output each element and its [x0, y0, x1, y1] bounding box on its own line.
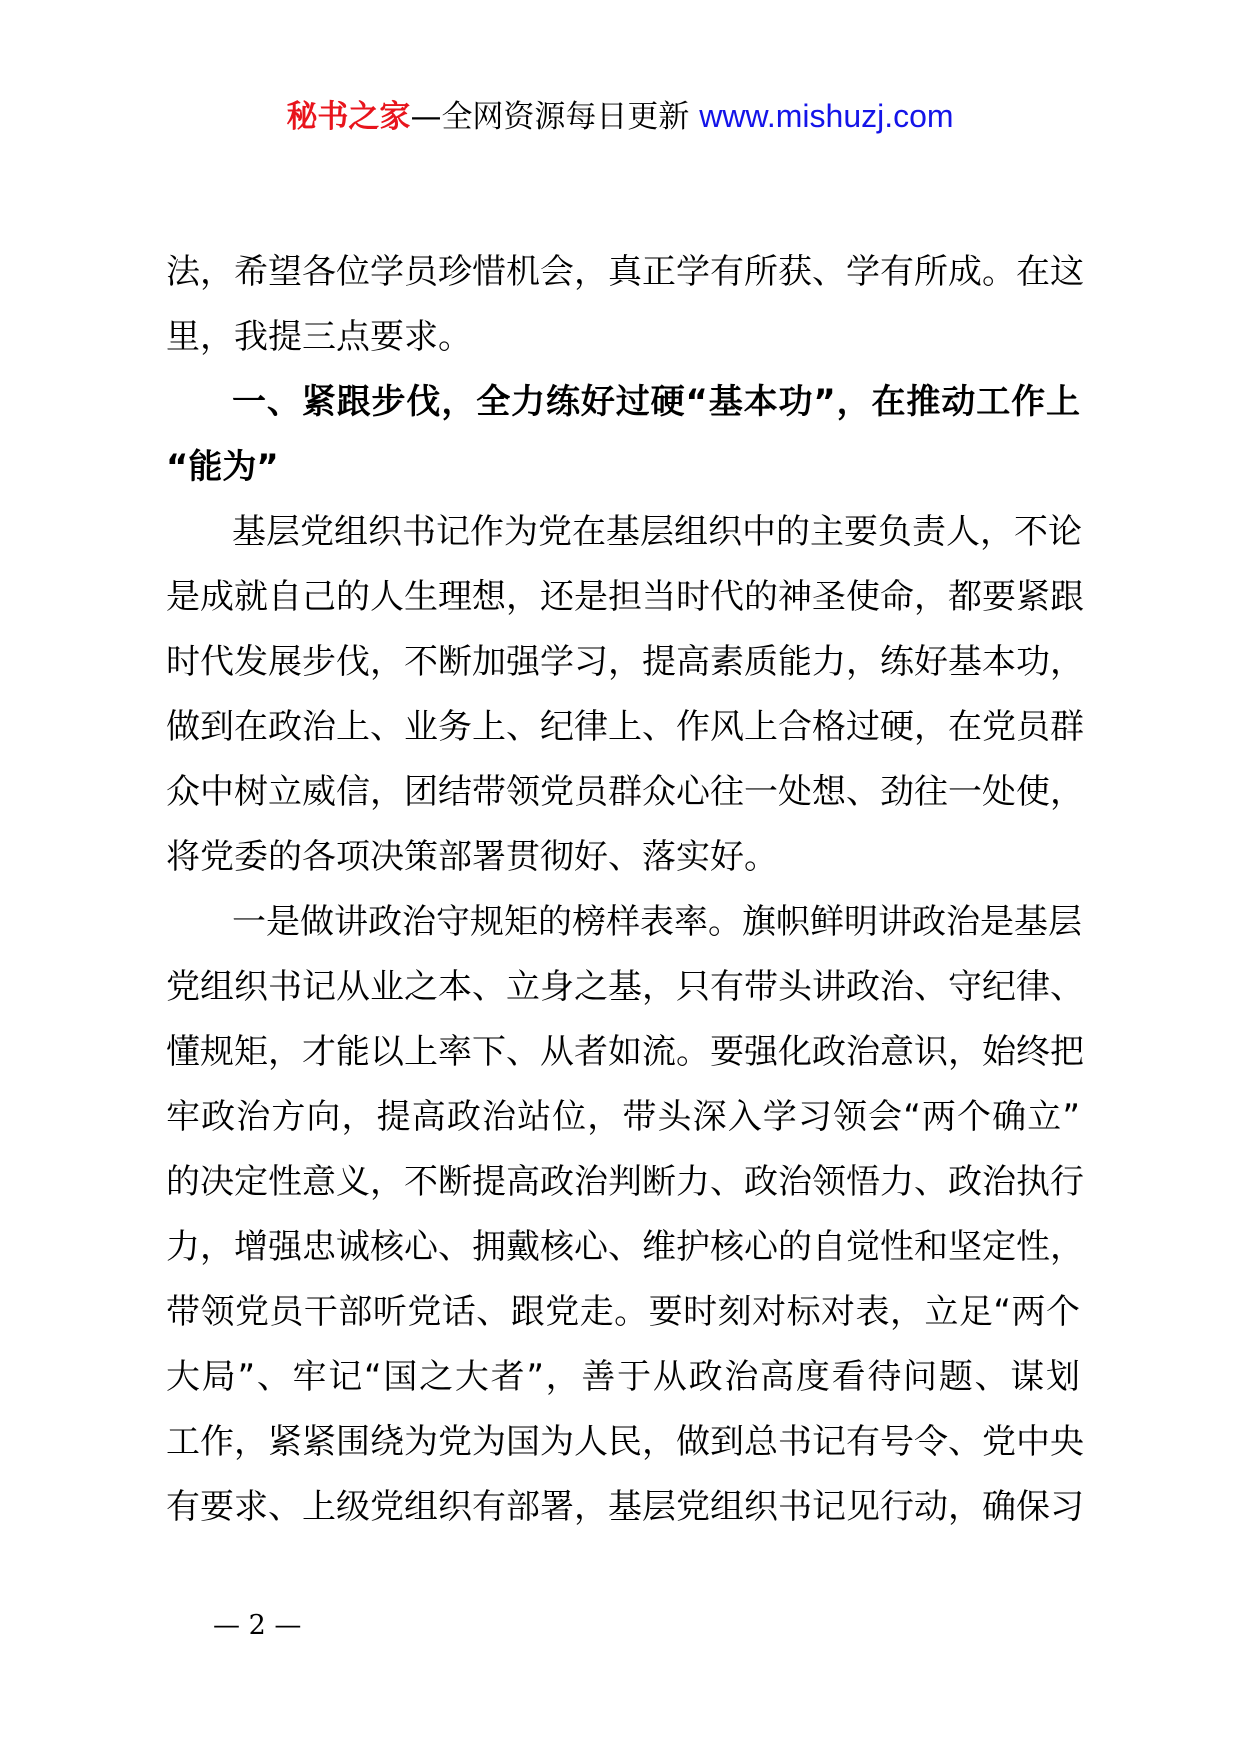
text-line: 工作，紧紧围绕为党为国为人民，做到总书记有号令、党中央	[166, 1422, 1084, 1462]
section-heading-line: “能为”	[166, 447, 279, 487]
text-line: 做到在政治上、业务上、纪律上、作风上合格过硬，在党员群	[166, 707, 1084, 747]
text-line: 一是做讲政治守规矩的榜样表率。旗帜鲜明讲政治是基层	[232, 902, 1082, 942]
text-line: 有要求、上级党组织有部署，基层党组织书记见行动，确保习	[166, 1487, 1084, 1527]
site-url-link[interactable]: www.mishuzj.com	[699, 98, 954, 134]
text-line: 基层党组织书记作为党在基层组织中的主要负责人，不论	[232, 512, 1082, 552]
text-line: 时代发展步伐，不断加强学习，提高素质能力，练好基本功，	[166, 642, 1084, 682]
text-line: 懂规矩，才能以上率下、从者如流。要强化政治意识，始终把	[166, 1032, 1084, 1072]
text-line: 力，增强忠诚核心、拥戴核心、维护核心的自觉性和坚定性，	[166, 1227, 1084, 1267]
text-line: 法，希望各位学员珍惜机会，真正学有所获、学有所成。在这	[166, 252, 1084, 292]
text-line: 众中树立威信，团结带领党员群众心往一处想、劲往一处使，	[166, 772, 1084, 812]
text-line: 里，我提三点要求。	[166, 317, 472, 357]
text-line: 的决定性意义，不断提高政治判断力、政治领悟力、政治执行	[166, 1162, 1084, 1202]
page-number: — 2 —	[213, 1610, 302, 1641]
text-line: 牢政治方向，提高政治站位，带头深入学习领会“两个确立”	[166, 1097, 1080, 1137]
site-brand: 秘书之家	[286, 99, 411, 135]
text-line: 将党委的各项决策部署贯彻好、落实好。	[166, 837, 778, 877]
text-line: 带领党员干部听党话、跟党走。要时刻对标对表，立足“两个	[166, 1292, 1080, 1332]
text-line: 大局”、牢记“国之大者”，善于从政治高度看待问题、谋划	[166, 1357, 1080, 1397]
site-tagline: —全网资源每日更新	[410, 99, 700, 135]
text-line: 是成就自己的人生理想，还是担当时代的神圣使命，都要紧跟	[166, 577, 1084, 617]
document-body	[166, 240, 1084, 1540]
text-line: 党组织书记从业之本、立身之基，只有带头讲政治、守纪律、	[166, 967, 1084, 1007]
section-heading-line: 一、紧跟步伐，全力练好过硬“基本功”，在推动工作上	[232, 382, 1080, 422]
site-header	[0, 96, 1240, 137]
